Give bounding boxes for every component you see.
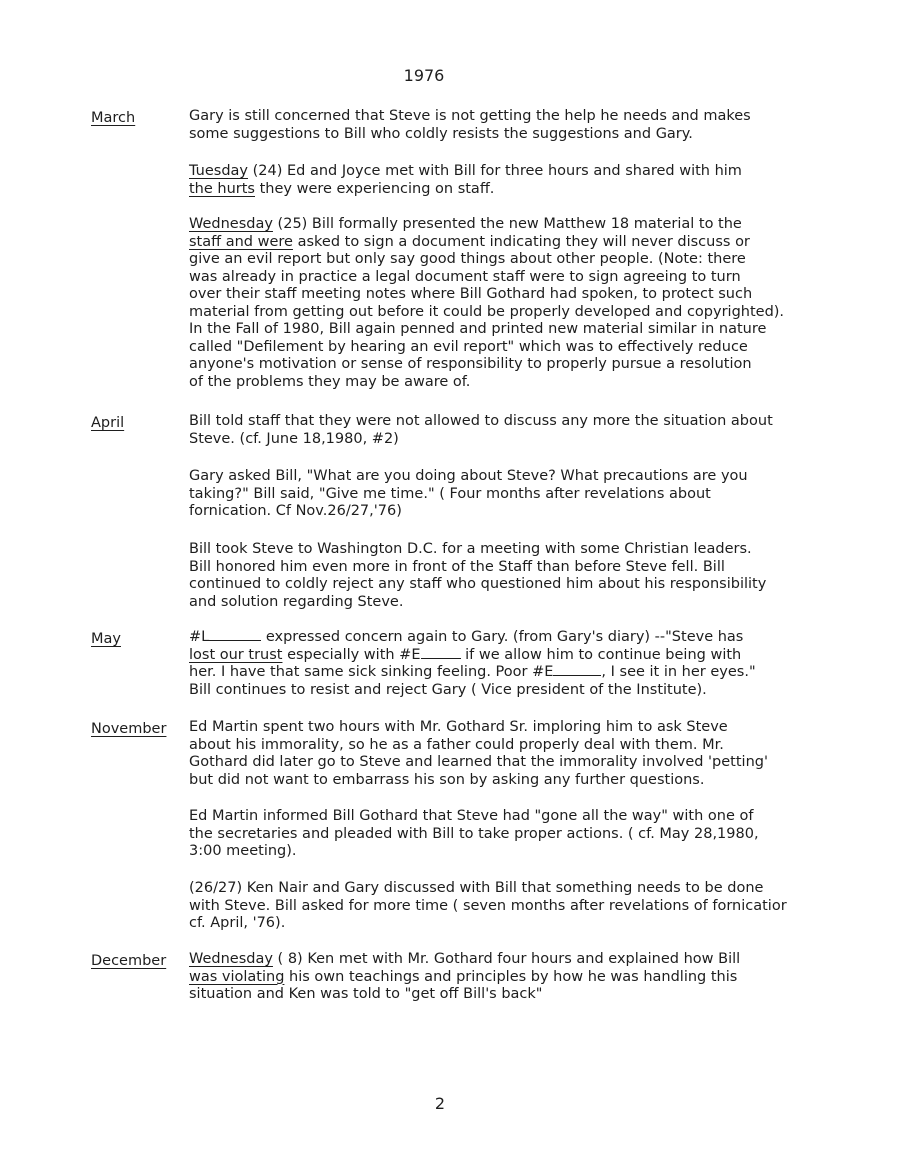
page-number: 2 — [434, 1094, 446, 1113]
text-line: Steve. (cf. June 18,1980, #2) — [189, 430, 399, 447]
page-year-heading: 1976 — [403, 66, 445, 85]
march-paragraph-2 — [189, 163, 829, 198]
text-line: Gary is still concerned that Steve is not getting the help he needs and makes — [189, 108, 751, 124]
text-line — [189, 181, 829, 199]
text-line: 3:00 meeting). — [189, 843, 297, 859]
text-line: of the problems they may be aware of. — [189, 373, 471, 390]
text-line: Ed Martin spent two hours with Mr. Gothard Sr. imploring him to ask Steve — [189, 719, 728, 735]
text-line: Bill took Steve to Washington D.C. for a meeting with some Christian leaders. — [189, 541, 752, 557]
text-line — [189, 647, 829, 665]
text-run: (24) Ed and Joyce met with Bill for three hours and shared with him — [248, 163, 742, 179]
text-line: give an evil report but only say good things about other people. (Note: there — [189, 251, 746, 267]
text-run: her. I have that same sick sinking feeling. Poor #E — [189, 664, 554, 680]
text-run: , I see it in her eyes." — [601, 664, 756, 680]
text-line: situation and Ken was told to "get off Bill's back" — [189, 986, 543, 1002]
text-line: Gary asked Bill, "What are you doing about Steve? What precautions are you — [189, 468, 748, 484]
redaction-blank — [421, 647, 461, 659]
underlined-phrase: lost our trust — [189, 646, 283, 663]
text-line — [189, 969, 829, 987]
text-line: over their staff meeting notes where Bill Gothard had spoken, to protect such — [189, 286, 753, 302]
text-line: anyone's motivation or sense of responsibility to properly pursue a resolution — [189, 356, 752, 372]
redaction-blank — [209, 629, 261, 641]
underlined-phrase: staff and were — [189, 233, 293, 250]
text-run: (25) Bill formally presented the new Matthew 18 material to the — [272, 216, 742, 232]
underlined-day: Tuesday — [189, 163, 248, 179]
text-line: taking?" Bill said, "Give me time." ( Four months after revelations about — [189, 485, 711, 502]
text-line: and solution regarding Steve. — [189, 593, 404, 610]
text-line — [189, 951, 829, 969]
text-run: especially with #E — [282, 646, 421, 663]
text-line: about his immorality, so he as a father could properly deal with them. Mr. — [189, 736, 724, 753]
text-line: called "Defilement by hearing an evil report" which was to effectively reduce — [189, 338, 748, 355]
text-line: with Steve. Bill asked for more time ( seven months after revelations of fornicatior — [189, 897, 787, 914]
text-line: continued to coldly reject any staff who questioned him about his responsibility — [189, 576, 767, 592]
text-line: cf. April, '76). — [189, 915, 286, 931]
text-line: but did not want to embarrass his son by asking any further questions. — [189, 771, 705, 788]
underlined-day: Wednesday — [189, 216, 273, 232]
underlined-phrase: was violating — [189, 968, 285, 985]
month-label-may: May — [91, 631, 121, 647]
text-run: ( 8) Ken met with Mr. Gothard four hours and explained how Bill — [272, 951, 741, 967]
text-run: asked to sign a document indicating they will never discuss or — [292, 233, 750, 250]
text-line — [189, 664, 829, 682]
november-paragraph-3 — [189, 880, 829, 933]
text-line: was already in practice a legal document staff were to sign agreeing to turn — [189, 268, 741, 285]
november-paragraph-2 — [189, 808, 829, 861]
text-line: Bill told staff that they were not allowed to discuss any more the situation about — [189, 413, 773, 429]
text-run: his own teachings and principles by how he was handling this — [284, 968, 738, 985]
month-label-december: December — [91, 953, 167, 969]
text-line — [189, 234, 829, 252]
text-run: they were experiencing on staff. — [255, 180, 495, 197]
underlined-day: Wednesday — [189, 951, 273, 967]
text-run: if we allow him to continue being with — [460, 646, 742, 663]
november-paragraph-1 — [189, 719, 829, 789]
text-line — [189, 163, 829, 181]
text-run: expressed concern again to Gary. (from Gary's diary) --"Steve has — [261, 629, 744, 645]
april-paragraph-1 — [189, 413, 829, 448]
text-line: Bill honored him even more in front of the Staff than before Steve fell. Bill — [189, 558, 725, 575]
march-paragraph-1 — [189, 108, 829, 143]
month-label-april: April — [91, 415, 125, 431]
december-paragraph — [189, 951, 829, 1004]
text-line: In the Fall of 1980, Bill again penned and printed new material similar in nature — [189, 321, 767, 337]
april-paragraph-2 — [189, 468, 829, 521]
text-line: (26/27) Ken Nair and Gary discussed with Bill that something needs to be done — [189, 880, 764, 896]
april-paragraph-3 — [189, 541, 829, 611]
text-line: Ed Martin informed Bill Gothard that Steve had "gone all the way" with one of — [189, 808, 754, 824]
text-run: #L — [189, 629, 210, 645]
may-paragraph — [189, 629, 829, 699]
text-line: fornication. Cf Nov.26/27,'76) — [189, 503, 402, 519]
text-line: Gothard did later go to Steve and learned that the immorality involved 'petting' — [189, 754, 768, 770]
march-paragraph-3 — [189, 216, 829, 391]
text-line: some suggestions to Bill who coldly resists the suggestions and Gary. — [189, 125, 693, 142]
text-line — [189, 216, 829, 234]
month-label-march: March — [91, 110, 136, 126]
text-line: material from getting out before it could be properly developed and copyrighted). — [189, 303, 785, 320]
underlined-phrase: the hurts — [189, 180, 255, 197]
text-line — [189, 629, 829, 647]
text-line: the secretaries and pleaded with Bill to take proper actions. ( cf. May 28,1980, — [189, 825, 759, 842]
month-label-november: November — [91, 721, 167, 737]
text-line: Bill continues to resist and reject Gary ( Vice president of the Institute). — [189, 681, 707, 698]
redaction-blank — [553, 664, 601, 676]
